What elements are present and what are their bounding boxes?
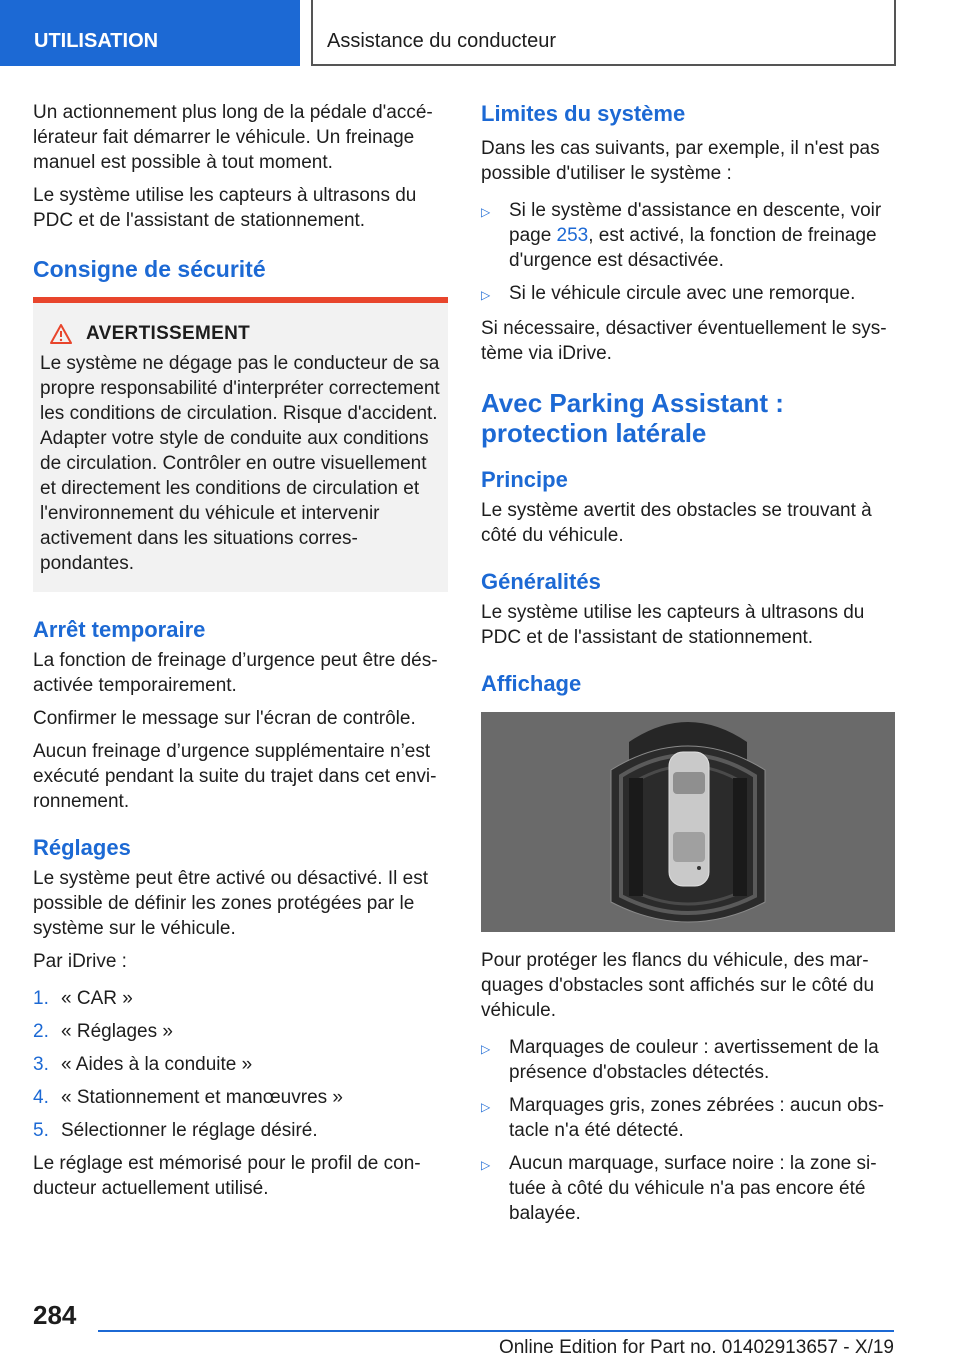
paragraph: Un actionnement plus long de la pédale d'accélérateur fait démarrer le véhicule. Un freinage manuel est possible à tout moment. [33, 102, 433, 173]
list-text: Marquages de couleur : avertissement de la présence d'obstacles détectés. [509, 1037, 879, 1083]
step-number: 2. [33, 1021, 49, 1042]
list-item [481, 281, 895, 308]
bullet-triangle-icon: ▷ [481, 1158, 491, 1172]
limits-heading: Limites du système [481, 101, 686, 126]
chapter-title: Assistance du conducteur [311, 0, 896, 66]
pause-heading: Arrêt temporaire [33, 617, 206, 642]
paragraph: Pour protéger les flancs du véhicule, des marquages d'obstacles sont affichés sur le côté du véhicule. [481, 950, 875, 1021]
list-item [33, 1052, 448, 1077]
paragraph: La fonction de freinage d’urgence peut être désactivée temporairement. [33, 650, 438, 696]
paragraph: Le système utilise les capteurs à ultrasons du PDC et de l'assistant de stationnement. [33, 185, 417, 231]
list-item [481, 1093, 895, 1143]
idrive-steps [33, 986, 448, 1143]
general-heading: Généralités [481, 569, 601, 594]
list-item [33, 1118, 448, 1143]
bullet-triangle-icon: ▷ [481, 1100, 491, 1114]
section-tab[interactable]: UTILISATION [0, 0, 300, 66]
display-heading: Affichage [481, 671, 582, 696]
step-number: 4. [33, 1087, 49, 1108]
paragraph: Par iDrive : [33, 951, 127, 972]
list-item [33, 1019, 448, 1044]
paragraph: Le système avertit des obstacles se trouvant à côté du véhicule. [481, 500, 872, 546]
step-text: « CAR » [61, 988, 133, 1009]
warning-box [33, 297, 448, 592]
warning-triangle-icon [50, 324, 72, 344]
list-text: Marquages gris, zones zébrées : aucun obstacle n'a été détecté. [509, 1095, 884, 1141]
warning-text: Le système ne dégage pas le conducteur de sa propre responsabilité d'interpréter correctement les conditions de circulation. Risque d'accident. Adapter votre style de conduite aux conditions de circulation. Contrôler en outre visuellement et directement les conditions de circulation et l'environnement du véhicule et intervenir activement dans les situations correspondantes. [40, 353, 440, 574]
warning-header [40, 323, 440, 345]
bullet-triangle-icon: ▷ [481, 288, 491, 302]
warning-title: AVERTISSEMENT [86, 323, 251, 344]
principle-heading: Principe [481, 467, 568, 492]
left-column [33, 100, 448, 1209]
step-number: 5. [33, 1120, 49, 1141]
side-protection-display-image [481, 712, 895, 932]
list-text-part: Si le système d'assistance en descente, voir page [509, 200, 882, 246]
page-link[interactable]: 253 [556, 225, 589, 246]
list-text: Aucun marquage, surface noire : la zone située à côté du véhicule n'a pas encore été balayée. [509, 1153, 877, 1224]
list-text [509, 198, 895, 273]
footer-divider [98, 1330, 894, 1332]
list-item [481, 1151, 895, 1226]
list-item [33, 1085, 448, 1110]
paragraph: Le système peut être activé ou désactivé. Il est possible de définir les zones protégées par le système sur le véhicule. [33, 868, 428, 939]
list-text-part: , est activé, la fonction de freinage d'urgence est désactivée. [509, 225, 877, 271]
limits-list [481, 198, 895, 308]
page-number: 284 [33, 1300, 77, 1330]
parking-assistant-heading: Avec Parking Assistant : protection latérale [481, 388, 784, 448]
edition-footer: Online Edition for Part no. 01402913657 - X/19 [498, 1337, 894, 1358]
step-number: 3. [33, 1054, 49, 1075]
paragraph: Le système utilise les capteurs à ultrasons du PDC et de l'assistant de stationnement. [481, 602, 865, 648]
step-number: 1. [33, 988, 49, 1009]
list-item [481, 1035, 895, 1085]
parking-view-graphic [481, 712, 895, 932]
step-text: Sélectionner le réglage désiré. [61, 1120, 318, 1141]
step-text: « Stationnement et manœuvres » [61, 1087, 343, 1108]
list-text: Si le véhicule circule avec une remorque. [509, 283, 856, 304]
settings-heading: Réglages [33, 835, 131, 860]
paragraph: Le réglage est mémorisé pour le profil de conducteur actuellement utilisé. [33, 1153, 421, 1199]
bullet-triangle-icon: ▷ [481, 1042, 491, 1056]
step-text: « Aides à la conduite » [61, 1054, 253, 1075]
paragraph: Confirmer le message sur l'écran de contrôle. [33, 708, 416, 729]
display-list [481, 1035, 895, 1226]
paragraph: Dans les cas suivants, par exemple, il n'est pas possible d'utiliser le système : [481, 138, 880, 184]
step-text: « Réglages » [61, 1021, 173, 1042]
list-item [481, 198, 895, 273]
safety-heading: Consigne de sécurité [33, 256, 266, 282]
right-column [481, 100, 895, 1234]
paragraph: Aucun freinage d’urgence supplémentaire n’est exécuté pendant la suite du trajet dans cet environnement. [33, 741, 437, 812]
paragraph: Si nécessaire, désactiver éventuellement le système via iDrive. [481, 318, 887, 364]
list-item [33, 986, 448, 1011]
bullet-triangle-icon: ▷ [481, 205, 491, 219]
